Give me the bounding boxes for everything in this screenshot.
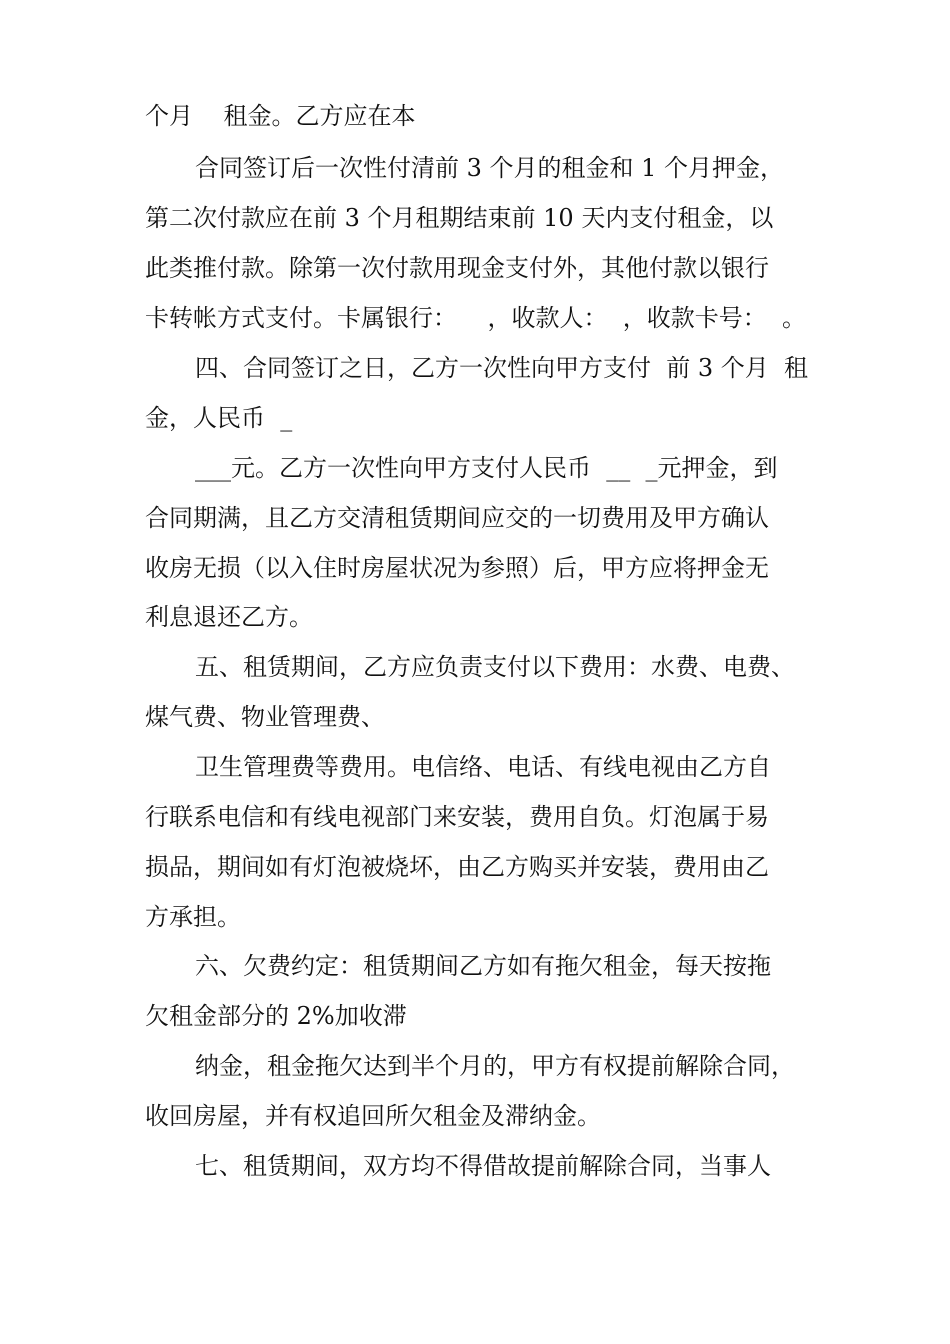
text-line: 收房无损（以入住时房屋状况为参照）后，甲方应将押金无 [145,554,769,582]
text-line: 此类推付款。除第一次付款用现金支付外，其他付款以银行 [145,254,769,282]
text-line: 损品，期间如有灯泡被烧坏，由乙方购买并安装，费用由乙 [145,853,769,881]
text-line: 金，人民币 _ [145,404,293,432]
text-line: 卡转帐方式支付。卡属银行： ，收款人： ，收款卡号： 。 [145,304,807,332]
text-line: 欠租金部分的 2%加收滞 [145,1002,407,1030]
text-line: 第二次付款应在前 3 个月租期结束前 10 天内支付租金，以 [145,204,774,232]
text-line: 行联系电信和有线电视部门来安装，费用自负。灯泡属于易 [145,803,769,831]
text-line: 方承担。 [145,903,241,931]
text-line: 煤气费、物业管理费、 [145,703,385,731]
text-line: 七、租赁期间，双方均不得借故提前解除合同，当事人 [195,1152,771,1180]
text-line: 合同签订后一次性付清前 3 个月的租金和 1 个月押金， [195,154,785,182]
text-line: 五、租赁期间，乙方应负责支付以下费用：水费、电费、 [195,653,795,681]
text-line: 卫生管理费等费用。电信络、电话、有线电视由乙方自 [195,753,771,781]
text-line: 四、合同签订之日，乙方一次性向甲方支付 前 3 个月 租 [195,354,809,382]
text-line: 纳金，租金拖欠达到半个月的，甲方有权提前解除合同， [195,1052,795,1080]
text-line: 收回房屋，并有权追回所欠租金及滞纳金。 [145,1102,601,1130]
text-line: ___元。乙方一次性向甲方支付人民币 __ _元押金，到 [195,454,778,482]
text-line: 个月 租金。乙方应在本 [145,102,416,130]
text-line: 合同期满，且乙方交清租赁期间应交的一切费用及甲方确认 [145,504,769,532]
text-line: 六、欠费约定：租赁期间乙方如有拖欠租金，每天按拖 [195,952,771,980]
text-line: 利息退还乙方。 [145,603,313,631]
